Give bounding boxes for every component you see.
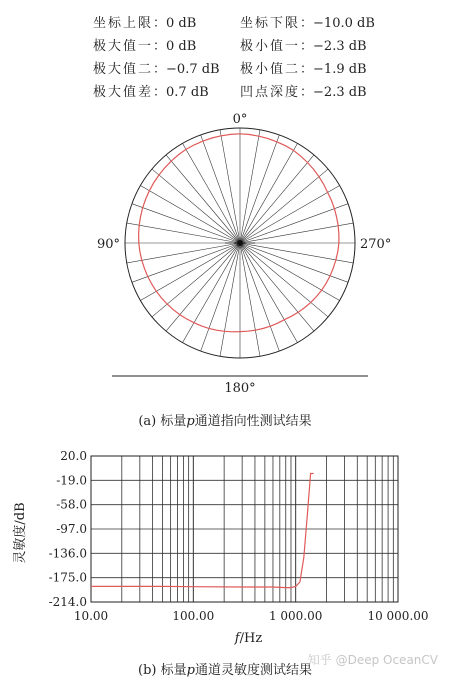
stat-label: 极小值一 xyxy=(240,39,301,54)
x-tick-label: 100.00 xyxy=(172,609,215,623)
stat-label: 坐标上限 xyxy=(93,16,154,31)
stat-left xyxy=(93,12,196,31)
stat-label: 极大值一 xyxy=(93,39,154,54)
stat-value: 0.7 dB xyxy=(166,85,209,100)
stat-colon: ： xyxy=(300,16,314,31)
caption-a-suffix: 通道指向性测试结果 xyxy=(194,414,312,429)
x-tick-label: 1 000.00 xyxy=(268,609,323,623)
stat-value: −10.0 dB xyxy=(313,16,375,31)
y-tick-label: -175.0 xyxy=(48,570,87,585)
stat-right xyxy=(240,58,367,77)
stat-row xyxy=(0,35,450,58)
stat-colon: ： xyxy=(153,85,167,100)
x-tick-label: 10 000.00 xyxy=(367,609,429,623)
stat-colon: ： xyxy=(300,62,314,77)
stat-label: 极小值二 xyxy=(240,62,301,77)
stat-colon: ： xyxy=(153,39,167,54)
polar-angle-label: 90° xyxy=(96,237,120,252)
stat-colon: ： xyxy=(300,39,314,54)
stat-row xyxy=(0,12,450,35)
stat-colon: ： xyxy=(153,16,167,31)
stat-value: −1.9 dB xyxy=(313,62,367,77)
caption-b-prefix: (b) 标量 xyxy=(138,663,187,678)
sensitivity-series-line xyxy=(91,474,314,588)
stat-value: −2.3 dB xyxy=(313,39,367,54)
polar-series-line xyxy=(139,134,339,332)
stat-value: −2.3 dB xyxy=(313,85,367,100)
stat-label: 极大值二 xyxy=(93,62,154,77)
x-axis-label-italic: f xyxy=(234,631,240,646)
polar-angle-label: 270° xyxy=(360,237,392,252)
y-axis-label: 灵敏度/dB xyxy=(13,502,28,564)
x-axis-label-rest: /Hz xyxy=(239,631,263,646)
stat-left xyxy=(93,35,196,54)
stat-left xyxy=(93,81,209,100)
stat-left xyxy=(93,58,220,77)
caption-a-prefix: (a) 标量 xyxy=(138,414,187,429)
x-tick-label: 10.00 xyxy=(73,609,109,623)
caption-b-italic: p xyxy=(186,663,195,678)
polar-angle-label: 180° xyxy=(224,381,256,396)
sensitivity-grid xyxy=(91,456,398,602)
stats-block xyxy=(0,12,450,104)
sensitivity-chart xyxy=(0,440,450,655)
y-tick-label: 20.0 xyxy=(60,449,87,463)
y-tick-label: -19.0 xyxy=(56,473,87,488)
stat-row xyxy=(0,58,450,81)
y-tick-label: -58.0 xyxy=(56,497,87,512)
stat-value: 0 dB xyxy=(166,39,197,54)
sensitivity-svg xyxy=(0,440,450,655)
stat-value: 0 dB xyxy=(166,16,197,31)
polar-angle-label: 0° xyxy=(232,112,248,127)
stat-label: 凹点深度 xyxy=(240,85,301,100)
polar-chart xyxy=(0,105,450,405)
stat-label: 坐标下限 xyxy=(240,16,301,31)
stat-row xyxy=(0,81,450,104)
stat-label: 极大值差 xyxy=(93,85,154,100)
stat-right xyxy=(240,81,367,100)
polar-grid xyxy=(0,105,368,376)
caption-a-italic: p xyxy=(186,414,195,429)
caption-b-suffix: 通道灵敏度测试结果 xyxy=(194,663,312,678)
stat-value: −0.7 dB xyxy=(166,62,220,77)
stat-right xyxy=(240,35,367,54)
watermark: 知乎 @Deep OceanCV xyxy=(307,653,438,667)
polar-svg xyxy=(0,105,450,405)
y-tick-label: -97.0 xyxy=(56,522,87,536)
stat-right xyxy=(240,12,375,31)
caption-a xyxy=(0,410,450,429)
stat-colon: ： xyxy=(153,62,167,77)
x-axis-label xyxy=(234,631,263,646)
stat-colon: ： xyxy=(300,85,314,100)
y-tick-label: -136.0 xyxy=(48,546,87,561)
y-tick-label: -214.0 xyxy=(48,595,87,609)
